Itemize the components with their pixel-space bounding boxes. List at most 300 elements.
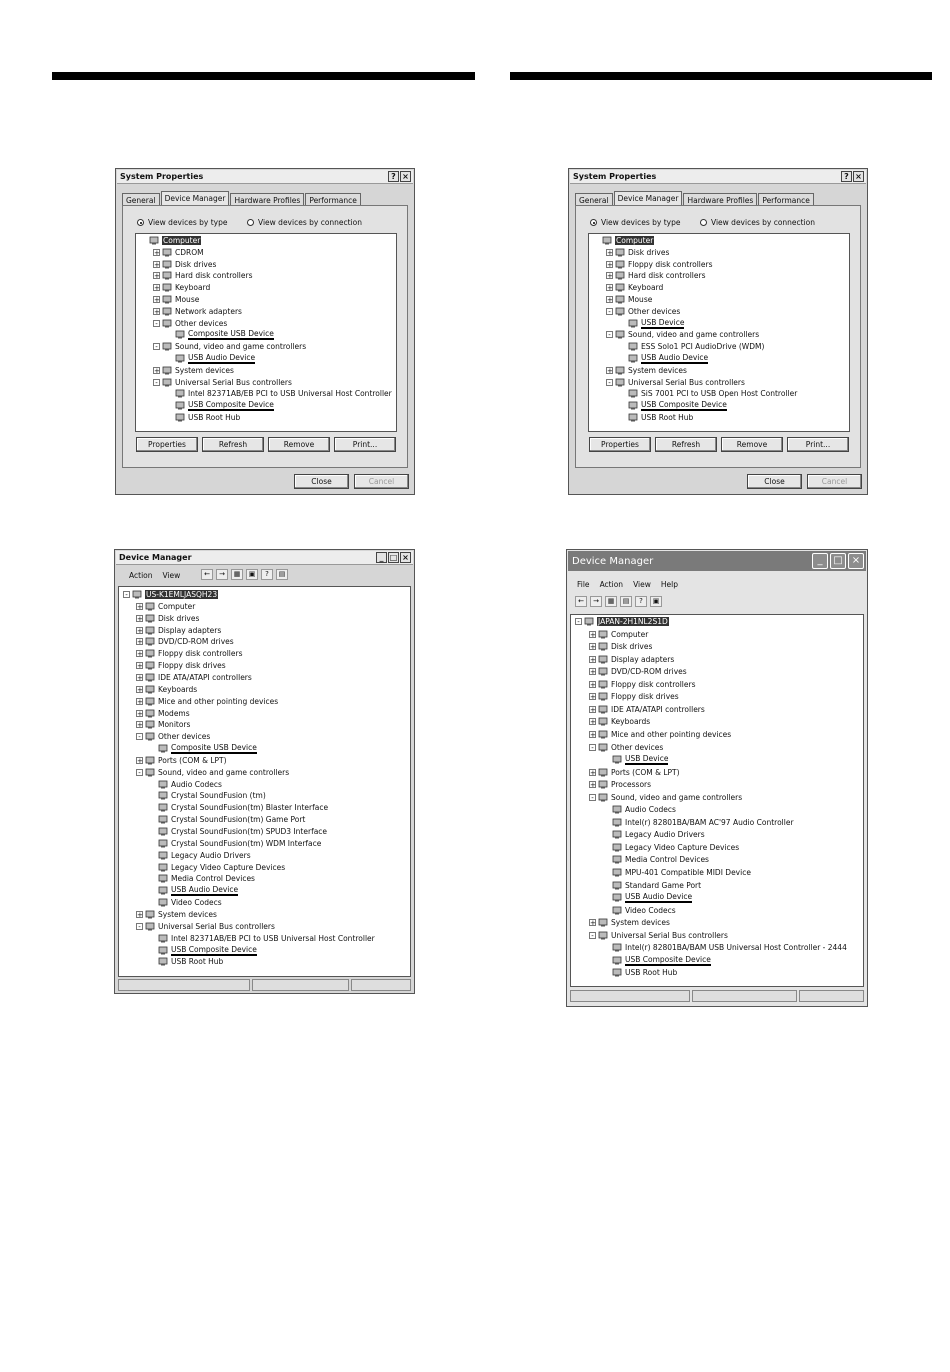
collapse-icon[interactable]: - (153, 379, 160, 386)
expand-icon[interactable]: + (137, 650, 143, 659)
expand-icon[interactable]: + (154, 272, 160, 281)
device-icon (145, 637, 155, 646)
device-icon (158, 839, 168, 848)
help-icon[interactable]: ? (261, 569, 273, 580)
grid-icon[interactable]: ▦ (231, 569, 243, 580)
expand-icon[interactable]: + (137, 662, 143, 671)
expand-icon[interactable]: + (590, 643, 596, 652)
tab-performance[interactable]: Performance (758, 193, 814, 208)
device-icon (612, 830, 622, 839)
tree-item[interactable] (589, 666, 687, 677)
tree-item[interactable] (166, 412, 240, 423)
tree-item[interactable] (136, 719, 190, 730)
tree-item-label: Ports (COM & LPT) (611, 767, 680, 777)
properties-button[interactable]: Properties (589, 437, 651, 452)
tree-item-label: Audio Codecs (625, 805, 676, 815)
expand-icon[interactable]: + (137, 721, 143, 730)
tree-item[interactable] (149, 862, 285, 873)
tree-item-label: USB Composite Device (188, 400, 274, 410)
tree-item-label: USB Root Hub (188, 413, 241, 422)
tree-item-label: USB Audio Device (641, 353, 709, 362)
radio-dot[interactable] (590, 219, 597, 226)
tree-item[interactable] (603, 817, 794, 828)
radio-view-by-type[interactable] (590, 218, 680, 227)
tree-item[interactable] (149, 850, 251, 861)
tab-strip (575, 191, 815, 205)
tree-item-label: Intel(r) 82801BA/BAM USB Universal Host Controller - 2444 (625, 943, 847, 953)
collapse-icon[interactable]: - (575, 618, 582, 625)
tab-device-manager[interactable]: Device Manager (614, 191, 683, 208)
tree-item[interactable] (589, 917, 670, 928)
scan-hardware-icon[interactable]: ▣ (650, 596, 662, 607)
status-pane (692, 990, 797, 1002)
print-button[interactable]: Print... (787, 437, 849, 452)
tree-item[interactable] (149, 838, 321, 849)
tree-item-label: Sound, video and game controllers (175, 342, 307, 352)
print-button[interactable]: Print... (334, 437, 396, 452)
device-icon (612, 881, 622, 890)
collapse-icon[interactable]: - (136, 923, 143, 930)
scan-hardware-icon[interactable]: ▤ (276, 569, 288, 580)
tree-item-label: Computer (611, 629, 649, 639)
help-button[interactable]: ? (388, 171, 399, 182)
expand-icon[interactable]: + (137, 626, 143, 635)
tree-item[interactable] (136, 909, 217, 920)
tree-item[interactable] (153, 259, 216, 270)
tree-item-label: Processors (611, 780, 652, 790)
tree-item-label: Disk drives (175, 259, 217, 269)
tree-item[interactable] (136, 708, 190, 719)
menu-action[interactable]: Action (129, 570, 153, 580)
device-icon (615, 295, 625, 304)
remove-button[interactable]: Remove (268, 437, 330, 452)
device-icon (628, 319, 638, 328)
expand-icon[interactable]: + (590, 693, 596, 702)
expand-icon[interactable]: + (590, 655, 596, 664)
device-icon (162, 366, 172, 375)
tree-item-label: Hard disk controllers (628, 271, 706, 281)
tree-item[interactable] (603, 942, 847, 953)
device-icon (628, 401, 638, 410)
expand-icon[interactable]: + (154, 296, 160, 304)
tree-item[interactable] (589, 767, 680, 778)
expand-icon[interactable]: + (137, 709, 143, 718)
device-icon (612, 843, 622, 852)
device-tree[interactable] (135, 233, 397, 432)
tree-item[interactable] (149, 802, 328, 813)
tree-item-label: USB Device (625, 754, 669, 764)
maximize-icon[interactable]: □ (389, 553, 398, 562)
tree-item[interactable] (619, 388, 797, 399)
device-icon (145, 614, 155, 623)
tree-item[interactable] (589, 742, 663, 753)
expand-icon[interactable]: + (607, 260, 613, 269)
expand-icon[interactable]: + (607, 366, 613, 375)
tree-item-label: Disk drives (158, 613, 200, 623)
expand-icon[interactable]: + (137, 697, 143, 706)
menu-file[interactable]: File (577, 579, 590, 589)
print-icon[interactable]: ▤ (620, 596, 632, 607)
tree-item[interactable] (606, 365, 687, 376)
expand-icon[interactable]: + (137, 614, 143, 623)
tree-item[interactable] (606, 377, 745, 388)
tree-item[interactable] (136, 648, 243, 659)
tree-item[interactable] (149, 873, 255, 884)
device-icon (175, 330, 185, 339)
tree-item-label: Other devices (175, 318, 228, 328)
tree-item[interactable] (606, 294, 652, 305)
title-bar (570, 170, 866, 184)
device-icon (145, 673, 155, 682)
tree-item[interactable] (153, 377, 292, 388)
maximize-icon[interactable]: □ (830, 553, 846, 569)
collapse-icon[interactable]: - (606, 331, 613, 338)
device-icon (615, 271, 625, 280)
expand-icon[interactable]: + (137, 673, 143, 682)
tree-item[interactable] (603, 854, 709, 865)
tree-item[interactable] (619, 412, 693, 423)
tree-item-label: USB Audio Device (171, 885, 239, 895)
tree-item[interactable] (136, 660, 226, 671)
tree-item[interactable] (153, 282, 210, 293)
tree-item[interactable] (603, 905, 676, 916)
tree-item-label: JAPAN-2H1NL2S1D (598, 617, 668, 626)
remove-button[interactable]: Remove (721, 437, 783, 452)
expand-icon[interactable]: + (590, 730, 596, 739)
expand-icon[interactable]: + (607, 284, 613, 293)
tree-item-label: Media Control Devices (171, 874, 255, 884)
tree-item[interactable] (149, 933, 375, 944)
tab-general[interactable]: General (575, 193, 613, 208)
tab-device-manager[interactable]: Device Manager (161, 191, 230, 208)
tree-item-label: MPU-401 Compatible MIDI Device (625, 868, 751, 877)
menu-view[interactable]: View (633, 579, 651, 589)
menu-action[interactable]: Action (599, 579, 624, 589)
tree-item[interactable] (149, 814, 305, 825)
tree-item[interactable] (589, 729, 731, 740)
collapse-icon[interactable]: - (136, 769, 143, 776)
tree-item[interactable] (136, 696, 278, 707)
status-pane (252, 979, 349, 991)
tree-item[interactable] (149, 885, 238, 896)
close-button[interactable]: Close (294, 474, 349, 489)
collapse-icon[interactable]: - (606, 379, 613, 386)
tree-item[interactable] (136, 731, 210, 742)
tree-item[interactable] (603, 754, 668, 765)
device-icon (145, 649, 155, 658)
expand-icon[interactable]: + (590, 919, 596, 928)
tree-item-label: Keyboard (175, 283, 211, 293)
radio-view-by-connection[interactable] (700, 218, 815, 227)
tree-item[interactable] (136, 672, 252, 683)
tree-item[interactable] (619, 353, 708, 364)
tree-item[interactable] (149, 779, 222, 790)
tree-item[interactable] (603, 967, 677, 978)
tab-hardware-profiles[interactable]: Hardware Profiles (683, 193, 757, 208)
grid-icon[interactable]: ▦ (605, 596, 617, 607)
tree-item[interactable] (166, 400, 274, 411)
tree-item[interactable] (153, 341, 306, 352)
tree-item-label: Legacy Video Capture Devices (625, 842, 740, 852)
tree-item[interactable] (149, 897, 222, 908)
expand-icon[interactable]: + (590, 718, 596, 727)
tree-item-label: USB Audio Device (188, 353, 256, 362)
tree-item[interactable] (619, 318, 684, 329)
tree-item[interactable] (575, 616, 669, 627)
tree-item[interactable] (603, 804, 676, 815)
tree-item[interactable] (606, 306, 680, 317)
close-icon[interactable]: × (848, 553, 864, 569)
expand-icon[interactable]: + (607, 296, 613, 304)
tree-item-label: Crystal SoundFusion(tm) WDM Interface (171, 838, 322, 848)
expand-icon[interactable]: + (590, 630, 596, 639)
back-icon[interactable]: ← (201, 569, 213, 580)
tree-item[interactable] (166, 388, 392, 399)
cancel-button[interactable]: Cancel (354, 474, 409, 489)
device-icon (628, 342, 638, 351)
expand-icon[interactable]: + (137, 602, 143, 611)
radio-dot[interactable] (247, 219, 254, 226)
collapse-icon[interactable]: - (589, 794, 596, 801)
tab-panel (575, 205, 861, 468)
tree-item[interactable] (136, 601, 195, 612)
device-icon (162, 260, 172, 269)
tree-item[interactable] (136, 755, 227, 766)
expand-icon[interactable]: + (154, 260, 160, 269)
device-icon (598, 780, 608, 789)
tree-item[interactable] (140, 235, 201, 246)
tab-performance[interactable]: Performance (305, 193, 361, 208)
collapse-icon[interactable]: - (153, 320, 160, 327)
radio-dot[interactable] (700, 219, 707, 226)
tree-item-label: Display adapters (158, 625, 222, 635)
tree-item[interactable] (589, 704, 705, 715)
expand-icon[interactable]: + (154, 248, 160, 257)
tree-item[interactable] (149, 826, 327, 837)
device-icon (615, 248, 625, 257)
tree-item[interactable] (603, 955, 711, 966)
tree-item[interactable] (149, 790, 266, 801)
menu-help[interactable]: Help (660, 579, 678, 589)
tree-item[interactable] (589, 641, 652, 652)
tree-item[interactable] (603, 829, 705, 840)
tree-item[interactable] (136, 625, 221, 636)
tree-item-label: Floppy disk drives (611, 692, 679, 702)
device-icon (145, 626, 155, 635)
device-icon (158, 957, 168, 966)
tree-item-label: DVD/CD-ROM drives (158, 637, 234, 647)
tree-item-label: ESS Solo1 PCI AudioDrive (WDM) (641, 342, 765, 352)
tree-item[interactable] (603, 880, 701, 891)
device-icon (584, 617, 594, 626)
help-button[interactable]: ? (841, 171, 852, 182)
tab-hardware-profiles[interactable]: Hardware Profiles (230, 193, 304, 208)
forward-icon[interactable]: → (590, 596, 602, 607)
tree-item[interactable] (603, 892, 692, 903)
tab-general[interactable]: General (122, 193, 160, 208)
device-icon (145, 720, 155, 729)
device-icon (598, 717, 608, 726)
device-icon (162, 248, 172, 257)
tree-item[interactable] (589, 792, 742, 803)
heading-rule-right (510, 72, 932, 80)
tree-item-label: Crystal SoundFusion(tm) Game Port (171, 815, 306, 825)
tree-item[interactable] (149, 956, 223, 967)
tree-item[interactable] (619, 400, 727, 411)
tree-item-label: Floppy disk controllers (611, 679, 696, 689)
tree-item[interactable] (153, 306, 242, 317)
tree-item-label: Crystal SoundFusion(tm) Blaster Interface (171, 803, 329, 813)
tree-item-label: Network adapters (175, 306, 242, 316)
expand-icon[interactable]: + (137, 756, 143, 765)
tree-item-label: Computer (163, 236, 201, 245)
tree-item[interactable] (619, 341, 764, 352)
device-tree[interactable] (570, 614, 864, 987)
expand-icon[interactable]: + (154, 307, 160, 316)
tree-item[interactable] (136, 921, 275, 932)
minimize-icon[interactable]: _ (376, 552, 387, 563)
tree-item[interactable] (136, 684, 197, 695)
refresh-button[interactable]: Refresh (202, 437, 264, 452)
tree-item[interactable] (149, 743, 257, 754)
tree-item[interactable] (603, 867, 751, 878)
radio-view-by-connection[interactable] (247, 218, 362, 227)
device-icon (158, 886, 168, 895)
device-icon (598, 768, 608, 777)
tree-item[interactable] (606, 247, 669, 258)
tree-item[interactable] (589, 930, 728, 941)
device-icon (615, 283, 625, 292)
expand-icon[interactable]: + (154, 284, 160, 293)
tree-item[interactable] (166, 329, 274, 340)
device-icon (598, 667, 608, 676)
properties-icon[interactable]: ▣ (246, 569, 258, 580)
device-icon (145, 910, 155, 919)
tree-item[interactable] (136, 636, 234, 647)
collapse-icon[interactable]: - (606, 308, 613, 315)
expand-icon[interactable]: + (154, 366, 160, 375)
expand-icon[interactable]: + (590, 668, 596, 677)
back-icon[interactable]: ← (575, 596, 587, 607)
expand-icon[interactable]: + (590, 781, 596, 790)
radio-view-by-type[interactable] (137, 218, 227, 227)
tree-item[interactable] (606, 270, 706, 281)
title-bar (116, 551, 413, 565)
tab-panel (122, 205, 408, 468)
tree-item[interactable] (136, 767, 289, 778)
expand-icon[interactable]: + (590, 768, 596, 777)
expand-icon[interactable]: + (137, 638, 143, 647)
tree-item-label: System devices (611, 918, 670, 928)
tree-item-label: Intel 82371AB/EB PCI to USB Universal Host Controller (171, 933, 375, 943)
properties-button[interactable]: Properties (136, 437, 198, 452)
device-icon (158, 898, 168, 907)
expand-icon[interactable]: + (590, 705, 596, 714)
tree-item[interactable] (149, 945, 257, 956)
device-icon (158, 780, 168, 789)
tree-item-label: Other devices (158, 732, 211, 742)
tree-item[interactable] (153, 365, 234, 376)
tree-item[interactable] (153, 270, 253, 281)
collapse-icon[interactable]: - (123, 591, 130, 598)
expand-icon[interactable]: + (590, 680, 596, 689)
collapse-icon[interactable]: - (136, 733, 143, 740)
tree-item[interactable] (603, 842, 739, 853)
tree-item[interactable] (166, 353, 255, 364)
radio-label: View devices by type (148, 218, 228, 227)
tree-item-label: Mouse (628, 295, 653, 304)
tree-item[interactable] (589, 716, 650, 727)
device-icon (175, 354, 185, 363)
tree-item[interactable] (153, 247, 204, 258)
cancel-button[interactable]: Cancel (807, 474, 862, 489)
expand-icon[interactable]: + (137, 685, 143, 694)
tree-item-label: USB Device (641, 317, 685, 327)
device-icon (158, 863, 168, 872)
close-icon[interactable]: × (400, 171, 411, 182)
tree-item[interactable] (589, 654, 674, 665)
tree-item[interactable] (123, 589, 218, 600)
tree-item-label: USB Composite Device (641, 400, 727, 410)
forward-icon[interactable]: → (216, 569, 228, 580)
device-tree[interactable] (588, 233, 850, 432)
tree-item-label: Floppy disk controllers (628, 259, 713, 269)
collapse-icon[interactable]: - (153, 343, 160, 350)
help-icon[interactable]: ? (635, 596, 647, 607)
tree-item-label: Universal Serial Bus controllers (175, 377, 292, 387)
radio-dot[interactable] (137, 219, 144, 226)
tree-item[interactable] (589, 691, 679, 702)
device-icon (628, 389, 638, 398)
tree-item[interactable] (153, 294, 199, 305)
minimize-icon[interactable]: _ (812, 553, 828, 569)
tree-item-label: System devices (158, 909, 217, 919)
tree-item-label: Legacy Video Capture Devices (171, 862, 286, 872)
close-icon[interactable]: × (853, 171, 864, 182)
tree-item-label: Sound, video and game controllers (611, 792, 743, 802)
menu-view[interactable]: View (162, 570, 181, 580)
close-icon[interactable]: × (400, 552, 411, 563)
tree-item[interactable] (606, 259, 713, 270)
tree-item-label: Other devices (628, 306, 681, 316)
tree-item-label: USB Root Hub (625, 968, 678, 978)
expand-icon[interactable]: + (607, 248, 613, 257)
tree-item-label: Video Codecs (625, 905, 676, 915)
device-tree[interactable] (118, 586, 411, 977)
refresh-button[interactable]: Refresh (655, 437, 717, 452)
collapse-icon[interactable]: - (589, 744, 596, 751)
tree-item[interactable] (593, 235, 654, 246)
tree-item[interactable] (589, 779, 651, 790)
device-icon (615, 330, 625, 339)
collapse-icon[interactable]: - (589, 932, 596, 939)
tree-item[interactable] (606, 282, 663, 293)
tree-item[interactable] (153, 318, 227, 329)
expand-icon[interactable]: + (607, 272, 613, 281)
tree-item[interactable] (589, 679, 696, 690)
device-icon (145, 661, 155, 670)
device-icon (145, 922, 155, 931)
tree-item[interactable] (589, 629, 648, 640)
tree-item[interactable] (136, 613, 199, 624)
tree-item-label: CDROM (175, 247, 204, 257)
close-button[interactable]: Close (747, 474, 802, 489)
expand-icon[interactable]: + (137, 910, 143, 919)
tree-item-label: SiS 7001 PCI to USB Open Host Controller (641, 389, 798, 399)
tree-item[interactable] (606, 329, 759, 340)
device-icon (615, 378, 625, 387)
device-icon (175, 401, 185, 410)
